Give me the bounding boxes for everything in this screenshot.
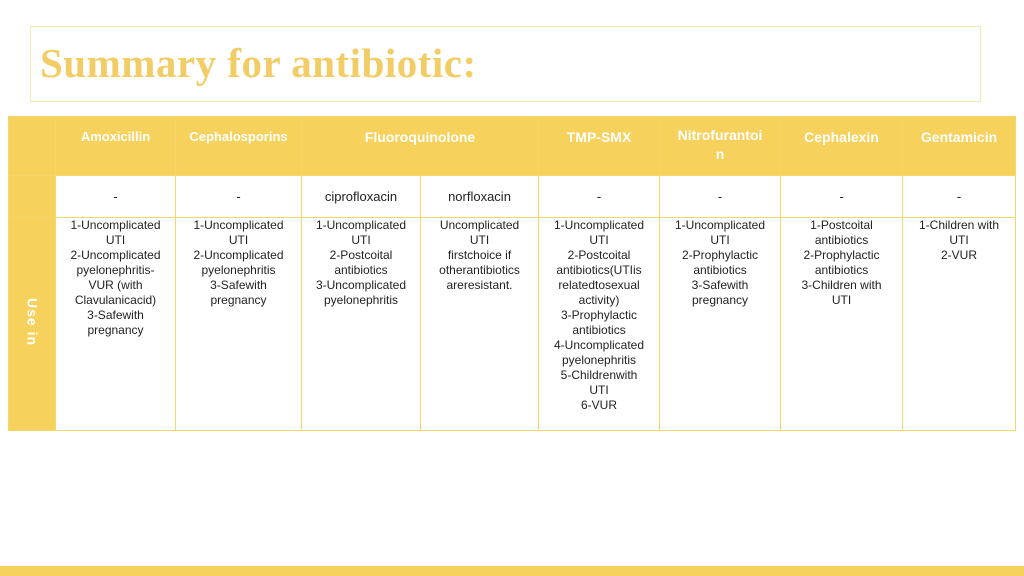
header-gentamicin: Gentamicin xyxy=(903,117,1016,176)
subtype-cell: - xyxy=(539,176,660,218)
bottom-accent-bar xyxy=(0,566,1024,576)
use-cell-nitrofurantoin: 1-Uncomplicated UTI 2-Prophylactic antibiotics 3-Safewith pregnancy xyxy=(660,218,781,431)
subtype-side-cell xyxy=(9,176,56,218)
use-cell-norfloxacin: Uncomplicated UTI firstchoice if otherantibiotics areresistant. xyxy=(421,218,539,431)
use-cell-cephalexin: 1-Postcoital antibiotics 2-Prophylactic antibiotics 3-Children with UTI xyxy=(781,218,903,431)
subtype-cell: - xyxy=(56,176,176,218)
subtype-cell: - xyxy=(903,176,1016,218)
header-fluoroquinolone: Fluoroquinolone xyxy=(302,117,539,176)
title-box xyxy=(30,26,981,102)
header-cephalosporins: Cephalosporins xyxy=(176,117,302,176)
subtype-cell: norfloxacin xyxy=(421,176,539,218)
subtype-cell: - xyxy=(781,176,903,218)
subtype-cell: ciprofloxacin xyxy=(302,176,421,218)
antibiotic-summary-table xyxy=(8,116,1016,431)
use-cell-amoxicillin: 1-Uncomplicated UTI 2-Uncomplicated pyelonephritis- VUR (with Clavulanicacid) 3-Safewith pregnancy xyxy=(56,218,176,431)
use-cell-ciprofloxacin: 1-Uncomplicated UTI 2-Postcoital antibiotics 3-Uncomplicated pyelonephritis xyxy=(302,218,421,431)
use-cell-gentamicin: 1-Children with UTI 2-VUR xyxy=(903,218,1016,431)
page-title: Summary for antibiotic: xyxy=(40,40,477,86)
use-in-label: Use in xyxy=(24,297,41,346)
subtype-cell: - xyxy=(176,176,302,218)
header-tmp-smx: TMP-SMX xyxy=(539,117,660,176)
use-cell-tmp-smx: 1-Uncomplicated UTI 2-Postcoital antibiotics(UTIis relatedtosexual activity) 3-Prophylactic antibiotics 4-Uncomplicated pyelonephritis 5-Childrenwith UTI 6-VUR xyxy=(539,218,660,431)
use-in-label-cell xyxy=(9,218,56,431)
subtype-row xyxy=(9,176,1016,218)
header-corner-cell xyxy=(9,117,56,176)
use-cell-cephalosporins: 1-Uncomplicated UTI 2-Uncomplicated pyelonephritis 3-Safewith pregnancy xyxy=(176,218,302,431)
subtype-cell: - xyxy=(660,176,781,218)
use-row xyxy=(9,218,1016,431)
header-amoxicillin: Amoxicillin xyxy=(56,117,176,176)
header-row xyxy=(9,117,1016,176)
header-cephalexin: Cephalexin xyxy=(781,117,903,176)
header-nitrofurantoin: Nitrofurantoi n xyxy=(660,117,781,176)
